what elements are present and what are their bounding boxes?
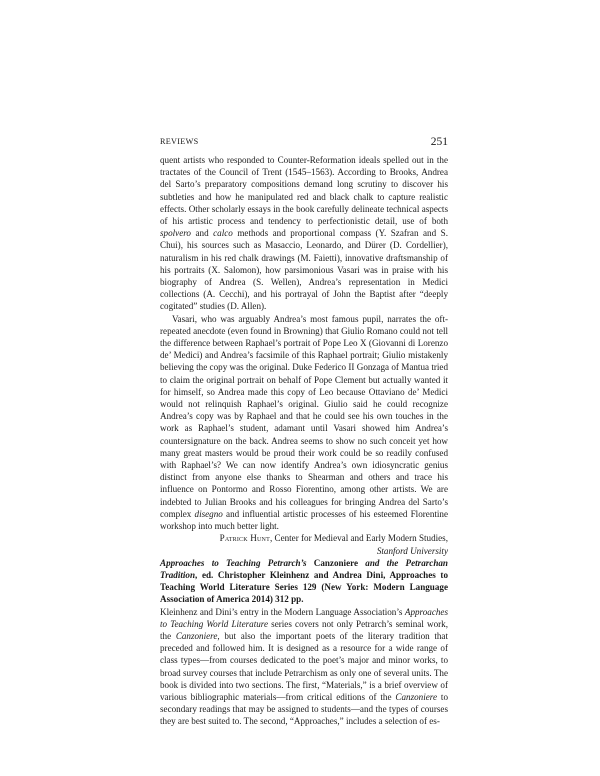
italic-term: calco	[213, 228, 233, 239]
text-run: quent artists who responded to Counter-Reformation ideals spelled out in the tractates of the Council of Trent (1545–1563). According to Brooks, Andrea del Sarto’s preparatory compositions demand long scrutiny to discover his subtleties and how he manipulated red and black chalk to capture realistic effects. Other scholarly essays in the book carefully delineate technical aspects of his artistic process and tendency to perfectionistic detail, use of both	[160, 155, 448, 227]
italic-term: Canzoniere	[395, 691, 438, 702]
reviewer-institution: Stanford University	[376, 545, 448, 556]
heading-run: Canzoniere	[313, 557, 359, 568]
paragraph	[160, 154, 448, 313]
italic-term: Canzoniere	[175, 630, 218, 641]
section-title: REVIEWS	[160, 137, 199, 146]
text-run: , but also the important poets of the literary tradition that preceded and followed him. It is designed as a resource for a wide range of class types—from courses dedicated to the poet’s major and minor works, to broad survey courses that include Petrarchism as only one of several units. The book is divided into two sections. The first, “Materials,” is a brief overview of various bibliographic materials—from critical editions of the	[160, 630, 448, 702]
heading-run: and the Petrarchan Tradition	[160, 557, 448, 580]
body-text	[160, 154, 448, 728]
text-run: and	[190, 228, 214, 239]
text-run: and influential artistic processes of his esteemed Florentine workshop into much better light.	[160, 508, 448, 532]
italic-term: disegno	[194, 508, 223, 519]
text-run: Kleinhenz and Dini’s entry in the Modern Language Association’s	[160, 606, 405, 617]
paragraph	[160, 313, 448, 533]
running-header	[160, 135, 448, 149]
paragraph	[160, 606, 448, 728]
text-run: Vasari, who was arguably Andrea’s most famous pupil, narrates the oft-repeated anecdote (even found in Browning) that Giulio Romano could not tell the difference between Raphael’s portrait of Pope Leo X (Giovanni di Lorenzo de’ Medici) and Andrea’s facsimile of this Raphael portrait; Giulio mistakenly believing the copy was the original. Duke Federico II Gonzaga of Mantua tried to claim the original portrait on behalf of Pope Clement but actually wanted it for himself, so Andrea made this copy of Leo because Ottaviano de’ Medici would not relinquish Raphael’s original. Giulio said he could recognize Andrea’s copy was by Raphael and that he could see his own touches in the work as Raphael’s student, adamant until Vasari showed him Andrea’s countersignature on the back. Andrea seems to show no such conceit yet how many great masters would be proud their work could be so readily confused with Raphael’s? We can now identify Andrea’s own idiosyncratic genius distinct from anyone else thanks to Shearman and others and trace his influence on Pontormo and Rosso Fiorentino, among other artists. We are indebted to Julian Brooks and his colleagues for bringing Andrea del Sarto’s complex	[160, 313, 448, 519]
reviewer-signature	[160, 532, 448, 544]
reviewer-affiliation: , Center for Medieval and Early Modern Studies,	[269, 533, 448, 544]
review-heading	[160, 557, 448, 606]
reviewer-signature-line2	[160, 545, 448, 557]
heading-run: Approaches to Teaching Petrarch’s	[160, 557, 314, 568]
italic-term: Approaches to Teaching World Literature	[160, 606, 448, 629]
reviewer-name: Patrick Hunt	[219, 533, 270, 544]
italic-term: spolvero	[160, 228, 191, 239]
heading-run: , ed. Christopher Kleinhenz and Andrea Dini, Approaches to Teaching World Literature Series 129 (New York: Modern Language Association of America 2014) 312 pp.	[160, 569, 448, 605]
text-run: methods and proportional compass (Y. Szafran and S. Chui), his sources such as Masaccio, Leonardo, and Dürer (D. Cordellier), naturalism in his red chalk drawings (M. Faietti), innovative draftsmanship of his portraits (X. Salomon), how parsimonious Vasari was in praise with his biography of Andrea (S. Wellen), Andrea’s representation in Medici collections (A. Cecchi), and his portrayal of John the Baptist after “deeply cogitated” studies (D. Allen).	[160, 228, 448, 312]
page-number: 251	[430, 136, 448, 148]
text-run: to secondary readings that may be assigned to students—and the types of courses they are best suited to. The second, “Approaches,” includes a selection of es-	[160, 691, 448, 727]
text-run: series covers not only Petrarch’s seminal work, the	[160, 618, 448, 641]
